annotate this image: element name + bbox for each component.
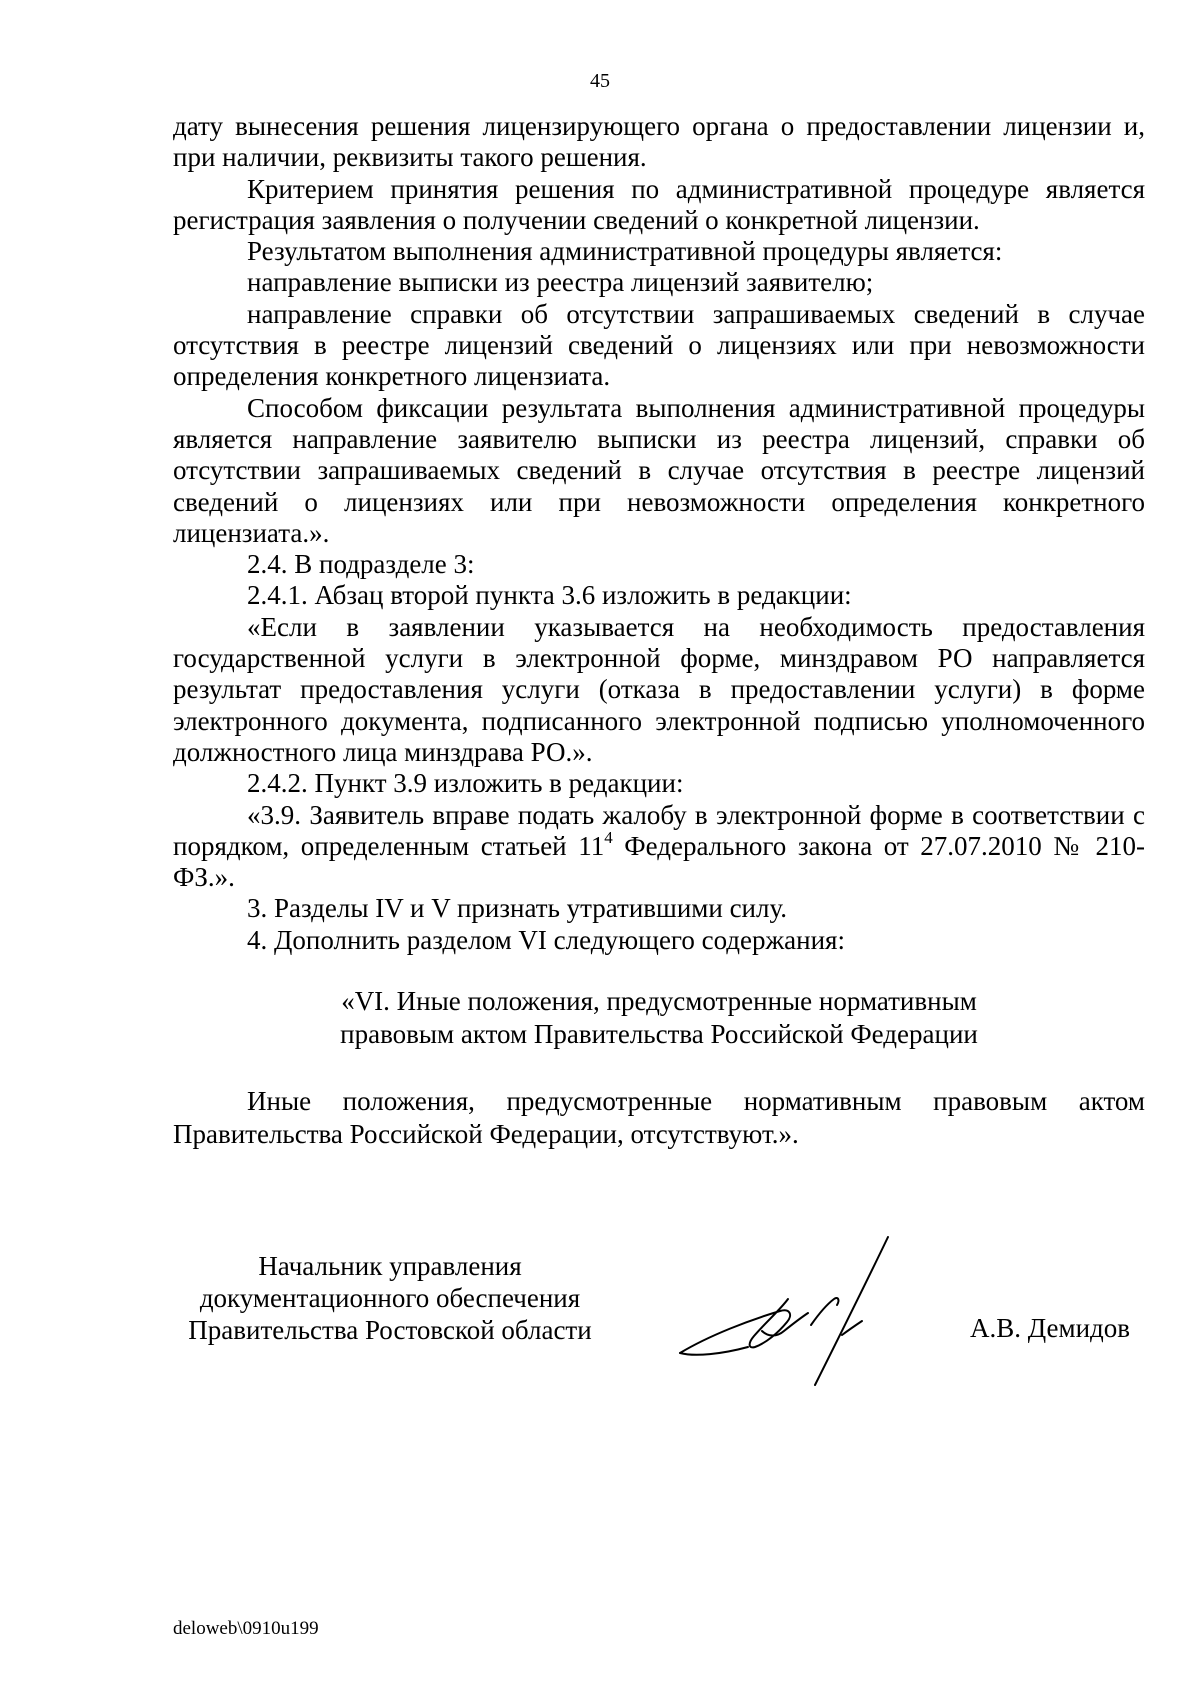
signatory-title-line: Начальник управления: [258, 1251, 522, 1281]
section-heading-line: правовым актом Правительства Российской Федерации: [340, 1019, 978, 1049]
paragraph: Результатом выполнения административной процедуры является:: [247, 236, 1003, 267]
document-code: deloweb\0910u199: [173, 1618, 319, 1639]
paragraph: направление справки об отсутствии запрашиваемых сведений в случае отсутствия в реестре лицензий сведений о лицензиях или при невозможности определения конкретного лицензиата.: [173, 298, 1145, 392]
signatory-title-line: Правительства Ростовской области: [188, 1315, 592, 1345]
paragraph: 2.4.1. Абзац второй пункта 3.6 изложить в редакции:: [247, 580, 852, 611]
paragraph: 3. Разделы IV и V признать утратившими силу.: [247, 893, 788, 924]
signatory-title: [160, 1250, 620, 1346]
paragraph: 2.4. В подразделе 3:: [247, 549, 475, 580]
signatory-title-line: документационного обеспечения: [199, 1283, 581, 1313]
paragraph: Критерием принятия решения по административной процедуре является регистрация заявления о получении сведений о конкретной лицензии.: [173, 173, 1145, 235]
paragraph: направление выписки из реестра лицензий заявителю;: [247, 267, 874, 298]
paragraph: [173, 800, 1145, 894]
paragraph-text: «3.9. Заявитель вправе подать жалобу в электронной форме в соответствии с порядком, определенным статьей 11: [173, 799, 1145, 861]
section-heading: [173, 985, 1145, 1051]
section-text: Иные положения, предусмотренные нормативным правовым актом Правительства Российской Федерации, отсутствуют.».: [173, 1086, 1145, 1149]
paragraph: «Если в заявлении указывается на необходимость предоставления государственной услуги в электронной форме, минздравом РО направляется результат предоставления услуги (отказа в предоставлении услуги) в форме электронного документа, подписанного электронной подписью уполномоченного должностного лица минздрава РО.».: [173, 611, 1145, 767]
paragraph: 4. Дополнить разделом VI следующего содержания:: [247, 924, 845, 955]
paragraph: Способом фиксации результата выполнения административной процедуры является направление заявителю выписки из реестра лицензий, справки об отсутствии запрашиваемых сведений в случае отсутствия в реестре лицензий сведений о лицензиях или при невозможности определения конкретного лицензиата.».: [173, 392, 1145, 548]
signer-name: А.В. Демидов: [970, 1313, 1131, 1343]
paragraph: дату вынесения решения лицензирующего органа о предоставлении лицензии и, при наличии, реквизиты такого решения.: [173, 111, 1145, 173]
page-number: 45: [590, 70, 610, 92]
document-body: [173, 111, 1145, 956]
handwritten-signature: [670, 1225, 950, 1400]
superscript: 4: [604, 827, 613, 847]
paragraph-text: Федерального закона от 27.07.2010 № 210-ФЗ.».: [173, 830, 1145, 893]
section-heading-line: «VI. Иные положения, предусмотренные нормативным: [341, 986, 977, 1016]
paragraph: 2.4.2. Пункт 3.9 изложить в редакции:: [247, 768, 684, 799]
